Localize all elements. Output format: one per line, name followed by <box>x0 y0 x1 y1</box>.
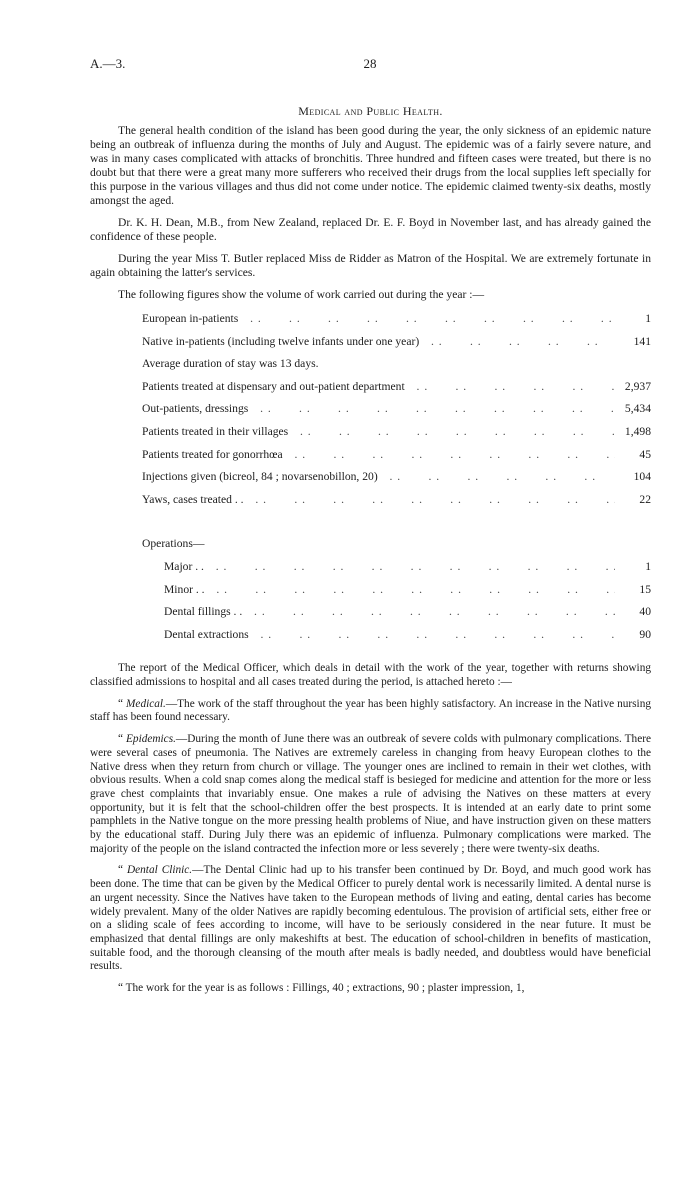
operation-label: Dental fillings . . <box>164 605 243 619</box>
operation-value: 1 <box>645 559 651 573</box>
stat-label: Patients treated in their villages <box>142 424 289 438</box>
leader-dots <box>249 628 615 642</box>
operation-row <box>164 583 651 606</box>
report-intro: The report of the Medical Officer, which deals in detail with the work of the year, together with returns showing classified admissions to hospital and all cases treated during the period, is attached hereto :— <box>90 662 651 689</box>
stat-value: 141 <box>633 334 651 348</box>
stat-label: Patients treated at dispensary and out-patient department <box>142 379 405 393</box>
stat-value: 22 <box>639 492 651 506</box>
page-header <box>90 56 650 74</box>
page-content <box>90 104 651 1004</box>
leader-dots <box>205 583 615 597</box>
page-number: 28 <box>363 56 377 71</box>
paragraph-dr-dean: Dr. K. H. Dean, M.B., from New Zealand, replaced Dr. E. F. Boyd in November last, and has already gained the confidence of these people. <box>90 216 651 243</box>
report-heading: Medical. <box>126 697 166 710</box>
operation-row <box>164 628 651 651</box>
stat-row <box>142 335 651 358</box>
report-text: —During the month of June there was an outbreak of severe colds with pulmonary complications. There were several cases of pneumonia. The Natives are extremely careless in changing from heavy European clothes to the Native dress when they return from church or village. The younger ones are inclined to remain in their wet clothes, with obvious results. When a cold snap comes along the medical staff is besieged for medicine and attention for the more or less grave chest complaints that invariably ensue. One makes a rule of advising the Natives on these matters at every opportunity, but it is felt that the school-children offer the best prospects. It is intended at an early date to print some pamphlets in the Native tongue on the more pressing health problems of Niue, and have instruction given on these matters by the educational staff. During July there was an epidemic of influenza. Pulmonary complications were marked. The majority of the people on the island contracted the infection more or less severely ; there were twenty-six deaths. <box>90 733 651 855</box>
stat-value: 5,434 <box>624 402 651 416</box>
report-epidemics <box>90 733 651 856</box>
stat-label: Yaws, cases treated . . <box>142 492 244 506</box>
leader-dots <box>242 605 615 619</box>
leader-dots <box>244 493 615 507</box>
report-text: —The Dental Clinic had up to his transfer been continued by Dr. Boyd, and much good work has been done. The time that can be given by the Medical Officer to purely dental work is necessarily limited. A dental nurse is an urgent necessity. Since the Natives have taken to the European methods of living and eating, dental caries has become widely prevalent. Many of the older Natives are rapidly becoming edentulous. The provision of artificial sets, either free or on a sliding scale of fees according to income, will have to be seriously considered in the near future. It must be emphasized that dental fillings are only makeshifts at best. The education of school-children in benefits of mastication, suitable food, and the thorough cleansing of the mouth after meals is badly needed, and doubtless would have beneficial results. <box>90 864 652 973</box>
section-title: Medical and Public Health. <box>298 104 443 118</box>
stat-label: Out-patients, dressings <box>142 402 249 416</box>
medical-officer-report <box>90 662 651 995</box>
statistics-list <box>142 312 651 650</box>
leader-dots <box>204 560 615 574</box>
stat-row <box>142 312 651 335</box>
open-quote: “ <box>118 864 124 877</box>
stat-row <box>142 380 651 403</box>
stat-value: 1 <box>645 312 651 325</box>
stat-value: 1,498 <box>624 424 651 438</box>
operation-label: Minor . . <box>164 582 205 596</box>
stat-row <box>142 470 651 493</box>
leader-dots <box>248 402 615 416</box>
stat-row <box>142 425 651 448</box>
paragraph-matron: During the year Miss T. Butler replaced Miss de Ridder as Matron of the Hospital. We are extremely fortunate in again obtaining the latter's services. <box>90 252 651 279</box>
stay-note: Average duration of stay was 13 days. <box>142 357 319 371</box>
operation-label: Major . . <box>164 559 204 573</box>
leader-dots <box>405 380 615 394</box>
operation-value: 40 <box>639 605 651 619</box>
leader-dots <box>288 425 615 439</box>
stat-row <box>142 402 651 425</box>
open-quote: “ <box>118 733 124 746</box>
closing-line: “ The work for the year is as follows : Fillings, 40 ; extractions, 90 ; plaster impression, 1, <box>118 982 525 995</box>
leader-dots <box>238 312 615 326</box>
operation-value: 90 <box>639 627 651 641</box>
operations-heading: Operations— <box>142 537 205 551</box>
paragraph-health-condition: The general health condition of the island has been good during the year, the only sickness of an epidemic nature being an outbreak of influenza during the months of July and August. The epidemic was of a fairly severe nature, and was in many cases complicated with attacks of bronchitis. Three hundred and fifteen cases were treated, but there is no doubt but that there were a great many more sufferers who received their drugs from the local supplies left specially for this purpose in the various villages and thus did not come under notice. The epidemic claimed twenty-six deaths, mostly amongst the aged. <box>90 124 651 207</box>
stat-value: 2,937 <box>624 379 651 393</box>
operation-value: 15 <box>639 582 651 596</box>
figures-intro: The following figures show the volume of work carried out during the year :— <box>118 288 485 301</box>
leader-dots <box>419 335 615 349</box>
leader-dots <box>283 448 615 462</box>
report-medical <box>90 698 651 725</box>
stat-label: European in-patients <box>142 312 239 325</box>
stat-value: 104 <box>633 470 651 484</box>
stat-label: Native in-patients (including twelve infants under one year) <box>142 334 420 348</box>
leader-dots <box>378 470 615 484</box>
stat-label: Patients treated for gonorrhœa <box>142 447 283 461</box>
stat-row <box>142 493 651 516</box>
operation-label: Dental extractions <box>164 627 249 641</box>
operation-row <box>164 560 651 583</box>
operation-row <box>164 605 651 628</box>
report-dental-clinic <box>90 864 651 974</box>
stat-row <box>142 448 651 471</box>
report-heading: Epidemics. <box>126 733 176 746</box>
stat-value: 45 <box>639 447 651 461</box>
report-heading: Dental Clinic. <box>126 864 193 877</box>
stat-label: Injections given (bicreol, 84 ; novarsenobillon, 20) <box>142 470 378 484</box>
open-quote: “ <box>118 697 124 710</box>
operations-list <box>164 560 651 650</box>
report-text: —The work of the staff throughout the year has been highly satisfactory. An increase in the Native nursing staff has been found necessary. <box>90 697 651 724</box>
document-reference: A.—3. <box>90 56 126 71</box>
